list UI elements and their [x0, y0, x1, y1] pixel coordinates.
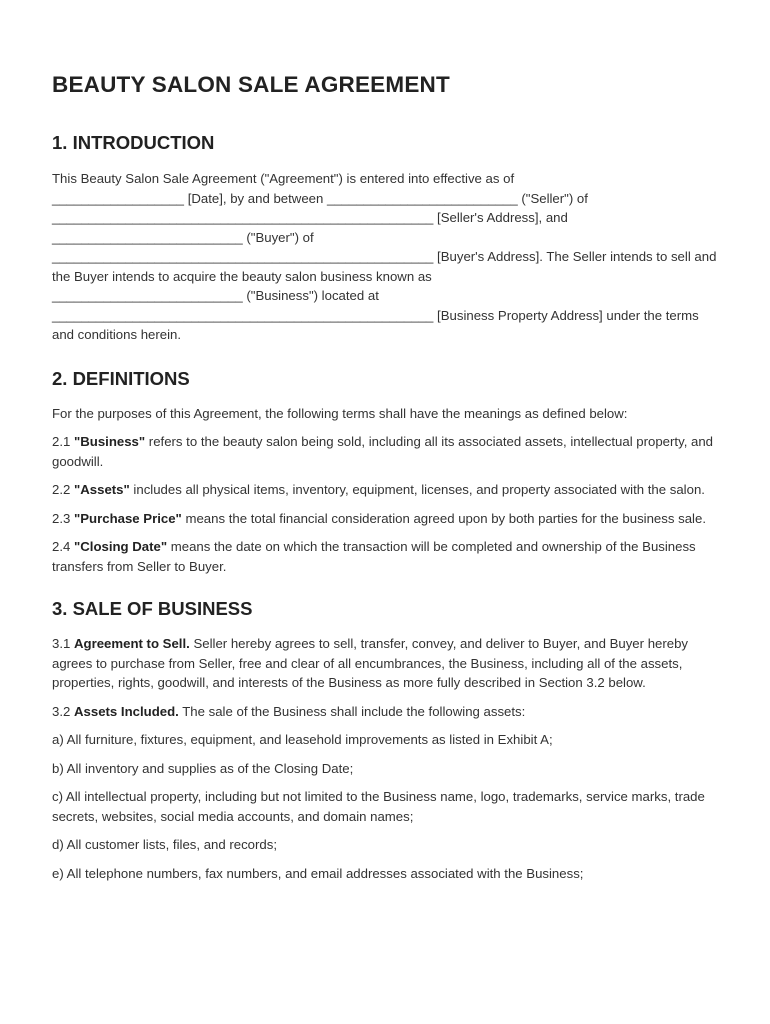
definition-number: 2.1 [52, 434, 74, 449]
business-name-blank: __________________________ [52, 288, 243, 303]
definition-text: means the date on which the transaction will be completed and ownership of the Business transfers from Seller to Buyer. [52, 539, 696, 574]
clause-agreement-to-sell [52, 634, 724, 693]
clause-number: 3.2 [52, 703, 74, 719]
business-address-blank: ____________________________________________________ [52, 307, 434, 323]
document-page [52, 70, 724, 883]
definition-text: means the total financial consideration agreed upon by both parties for the business sale. [181, 510, 706, 526]
clause-number: 3.1 [52, 636, 74, 651]
seller-name-blank: __________________________ [327, 190, 518, 206]
clause-term: Agreement to Sell. [74, 636, 190, 651]
definition-text: refers to the beauty salon being sold, including all its associated assets, intellectual property, and goodwill. [52, 434, 714, 469]
definition-term: "Closing Date" [74, 539, 168, 554]
definition-item [52, 480, 724, 500]
clause-text: The sale of the Business shall include the following assets: [178, 703, 526, 719]
intro-text-2: [Date], by and between [184, 190, 327, 206]
intro-text-8: [Business Property Address] under the terms and conditions herein. [52, 307, 699, 342]
definition-term: "Assets" [74, 482, 130, 497]
definition-number: 2.2 [52, 482, 74, 497]
buyer-name-blank: __________________________ [52, 229, 243, 245]
intro-text-4: [Seller's Address], and [433, 210, 568, 225]
definition-item [52, 509, 724, 529]
definition-number: 2.4 [52, 539, 74, 554]
asset-list-item: e) All telephone numbers, fax numbers, and email addresses associated with the Business; [52, 865, 584, 881]
asset-list-item: b) All inventory and supplies as of the Closing Date; [52, 760, 354, 776]
definition-text: includes all physical items, inventory, equipment, licenses, and property associated with the salon. [129, 482, 705, 497]
definition-number: 2.3 [52, 510, 74, 526]
asset-list-item: a) All furniture, fixtures, equipment, and leasehold improvements as listed in Exhibit A; [52, 732, 553, 747]
clause-assets-included [52, 702, 724, 722]
intro-text-6: [Buyer's Address]. The Seller intends to sell and the Buyer intends to acquire the beauty salon business known as [52, 249, 717, 284]
seller-address-blank: ____________________________________________________ [52, 210, 434, 225]
section-heading-sale-of-business: 3. SALE OF BUSINESS [52, 598, 253, 619]
definition-item [52, 432, 724, 471]
definition-term: "Business" [74, 434, 146, 449]
intro-text-7: ("Business") located at [242, 288, 379, 303]
intro-text-1: This Beauty Salon Sale Agreement ("Agreement") is entered into effective as of [52, 171, 515, 186]
definition-item [52, 537, 724, 576]
date-blank: __________________ [52, 190, 185, 206]
definition-term: "Purchase Price" [74, 510, 182, 526]
document-title: BEAUTY SALON SALE AGREEMENT [52, 72, 450, 97]
introduction-paragraph [52, 169, 724, 345]
asset-list-item: d) All customer lists, files, and records; [52, 837, 277, 852]
section-heading-definitions: 2. DEFINITIONS [52, 367, 190, 389]
definitions-lead: For the purposes of this Agreement, the following terms shall have the meanings as defined below: [52, 405, 628, 421]
clause-text: Seller hereby agrees to sell, transfer, convey, and deliver to Buyer, and Buyer hereby agrees to purchase from Seller, free and clear of all encumbrances, the Business, including all of the assets, properties, rights, goodwill, and interests of the Business as more fully described in Section 3.2 below. [52, 636, 689, 690]
intro-text-3: ("Seller") of [517, 190, 588, 206]
buyer-address-blank: ____________________________________________________ [52, 249, 434, 264]
asset-list-item: c) All intellectual property, including but not limited to the Business name, logo, trademarks, service marks, trade secrets, websites, social media accounts, and domain names; [52, 789, 705, 824]
clause-term: Assets Included. [74, 703, 179, 719]
section-heading-introduction: 1. INTRODUCTION [52, 132, 215, 153]
intro-text-5: ("Buyer") of [242, 229, 314, 245]
